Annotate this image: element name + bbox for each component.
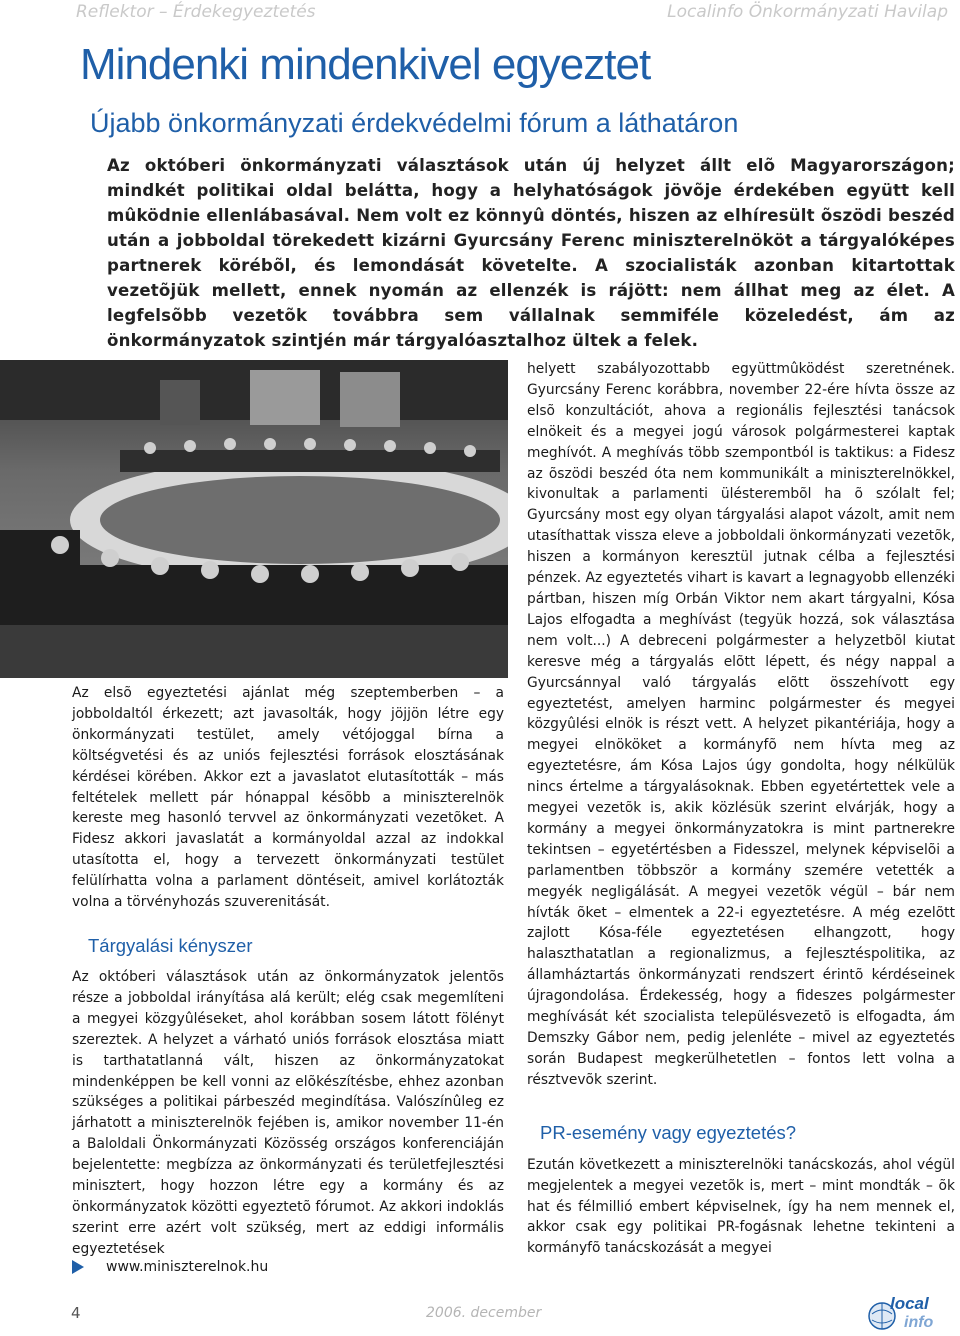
right-paragraph-1: helyett szabályozottabb együttmûködést szeretnének. Gyurcsány Ferenc korábbra, november 22-ére hívta össze az elsõ konzultációt, ahova a regionális fejlesztési tanácsok elnökeit és a megyei jogú városok polgármesterei kaptak meghívót. A meghívás több szempontból is taktikus: a Fidesz az õszödi beszéd óta nem kommunikált a miniszterelnökkel, kivonultak a parlamenti ülésterembõl ha õ szólalt fel; Gyurcsány most egy olyan tárgyalási alapot vázolt, amit nem utasíthattak vissza eleve a jobboldali önkormányzati vezetõk, hiszen a kormányon keresztül jutnak célba a fejlesztési pénzek. Az egyeztetés vihart is kavart a legnagyobb ellenzéki pártban, hiszen míg Orbán Viktor nem akart tárgyalni, Kósa Lajos elfogadta a meghívást (tegyük hozzá, sok választása nem volt...) A debreceni polgármester a helyzetbõl kiutat keresve még a tárgyalás elõtt lépett, és négy nappal a Gyurcsánnyal való tárgyalás elõtt összehívott egy egyeztetést, amelyen harminc polgármester és megyei közgyûlési elnök is részt vett. A helyzet pikantériája, hogy a megyei elnököket a kormányfõ nem hívta meg az egyeztetésre, ám Kósa Lajos úgy gondolta, hogy nélkülük nincs értelme a tárgyalásoknak. Ebben egyetértettek vele a megyei vezetõk is, akik közlésük szerint elvárják, hogy a kormány a megyei önkormányzatokra is mint partnerekre tekintsen – egyetértésben a Fidesszel, melynek képviselõi a parlamentben többször a kormány szemére vetették a megyék negligálását. A megyei vezetõk végül – bár nem hívták õket – elmentek a 22-i egyeztetésre. A még ezelõtt zajlott Kósa-féle egyeztetésen elhangzott, hogy halaszthatatlan a regionalizmus, a fejlesztéspolitika, az államháztartás önkormányzati rendszert érintõ kérdéseinek újragondolása. Érdekesség, hogy a fideszes polgármester meghívását két szocialista településvezetõ is elfogadta, ám Demszky Gábor nem, pedig jelenléte – mivel az egyeztetés során Budapest megkerülhetetlen – fontos lett volna a résztvevõk szerint. bbox=[527, 361, 955, 1088]
left-column bbox=[72, 683, 504, 1260]
article-subtitle: Újabb önkormányzati érdekvédelmi fórum a láthatáron bbox=[90, 108, 739, 138]
running-header-publication: Localinfo Önkormányzati Havilap bbox=[667, 2, 948, 22]
right-column bbox=[527, 359, 955, 1259]
issue-date: 2006. december bbox=[426, 1305, 542, 1321]
meeting-photo-image bbox=[0, 360, 508, 678]
source-link[interactable]: www.miniszterelnok.hu bbox=[106, 1259, 269, 1275]
arrow-icon bbox=[72, 1260, 84, 1274]
right-paragraph-2: Ezután következett a miniszterelnöki tanácskozás, ahol végül megjelentek a megyei vezetõk is, mert – mint mondták – õk hat és félmillió embert képviselnek, így ha nem mennek el, akkor csak egy politikai PR-fogásnak lehetne tekinteni a kormányfõ tanácskozását a megyei bbox=[527, 1156, 955, 1257]
source-link-row[interactable] bbox=[72, 1259, 268, 1275]
section-heading-targyalasi: Tárgyalási kényszer bbox=[88, 934, 253, 956]
left-paragraph-2: Az októberi választások után az önkormányzatok jelentõs része a jobboldal irányítása alá került; elég csak megemlíteni a megyei közgyûléseket, ahol korábban sosem látott fölényt szereztek. A helyzet a várható uniós források elosztása miatt is tarthatatlanná vált, hiszen az önkormányzatokat mindenképpen be kell vonni az elõkészítésbe, ehhez azonban szükséges a politikai párbeszéd megindítása. Valószínûleg ez járhatott a miniszterelnök fejében is, amikor november 11-én a Baloldali Önkormányzati Közösség országos konferenciáján bejelentette: megbízza az önkormányzati és területfejlesztési minisztert, hogy hozzon létre egy a kormány és az önkormányzatok közötti egyeztetõ fórumot. Az akkori indoklás szerint erre azért volt szükség, mert az eddigi informális egyeztetések bbox=[72, 968, 504, 1257]
svg-text:local: local bbox=[890, 1294, 929, 1313]
running-header-section: Reflektor – Érdekegyeztetés bbox=[76, 2, 316, 22]
article-title: Mindenki mindenkivel egyeztet bbox=[80, 40, 651, 89]
svg-text:info: info bbox=[904, 1314, 934, 1331]
section-heading-pr-esemeny: PR-esemény vagy egyeztetés? bbox=[540, 1121, 797, 1143]
left-paragraph-1: Az elsõ egyeztetési ajánlat még szeptemberben – a jobboldaltól érkezett; azt javasolták, hogy jöjjön létre egy önkormányzati testület, amely vétójoggal bírna a költségvetési és az uniós fejlesztési források elosztásának kérdései körében. Akkor ezt a javaslatot elutasították – más feltételek mellett pár hónappal késõbb a miniszterelnök kereste meg hasonló tervvel az önkormányzati vezetõket. A Fidesz akkori javaslatát a kormányoldal azzal az indokkal utasította el, hogy a tervezett önkormányzati testület felülírhatta volna a parlament döntéseit, amivel korlátozták volna a törvényhozás szuverenitását. bbox=[72, 685, 504, 911]
meeting-photo bbox=[0, 360, 508, 678]
localinfo-logo bbox=[868, 1292, 946, 1332]
page-number: 4 bbox=[71, 1304, 81, 1322]
article-lead: Az októberi önkormányzati választások után új helyzet állt elõ Magyarországon; mindkét politikai oldal belátta, hogy a helyhatóságok jövõje érdekében együtt kell mûködnie ellenlábasával. Nem volt ez könnyû döntés, hiszen az elhíresült õszödi beszéd után a jobboldal törekedett kizárni Gyurcsány Ferenc miniszterelnököt a tárgyalóképes partnerek körébõl, és lemondását követelte. A szocialisták azonban kitartottak vezetõjük mellett, ennek nyomán az ellenzék is rájött: nem állhat meg az élet. A legfelsõbb vezetõk továbbra sem vállalnak semmiféle közeledést, ám az önkormányzatok szintjén már tárgyalóasztalhoz ültek a felek. bbox=[107, 156, 955, 350]
